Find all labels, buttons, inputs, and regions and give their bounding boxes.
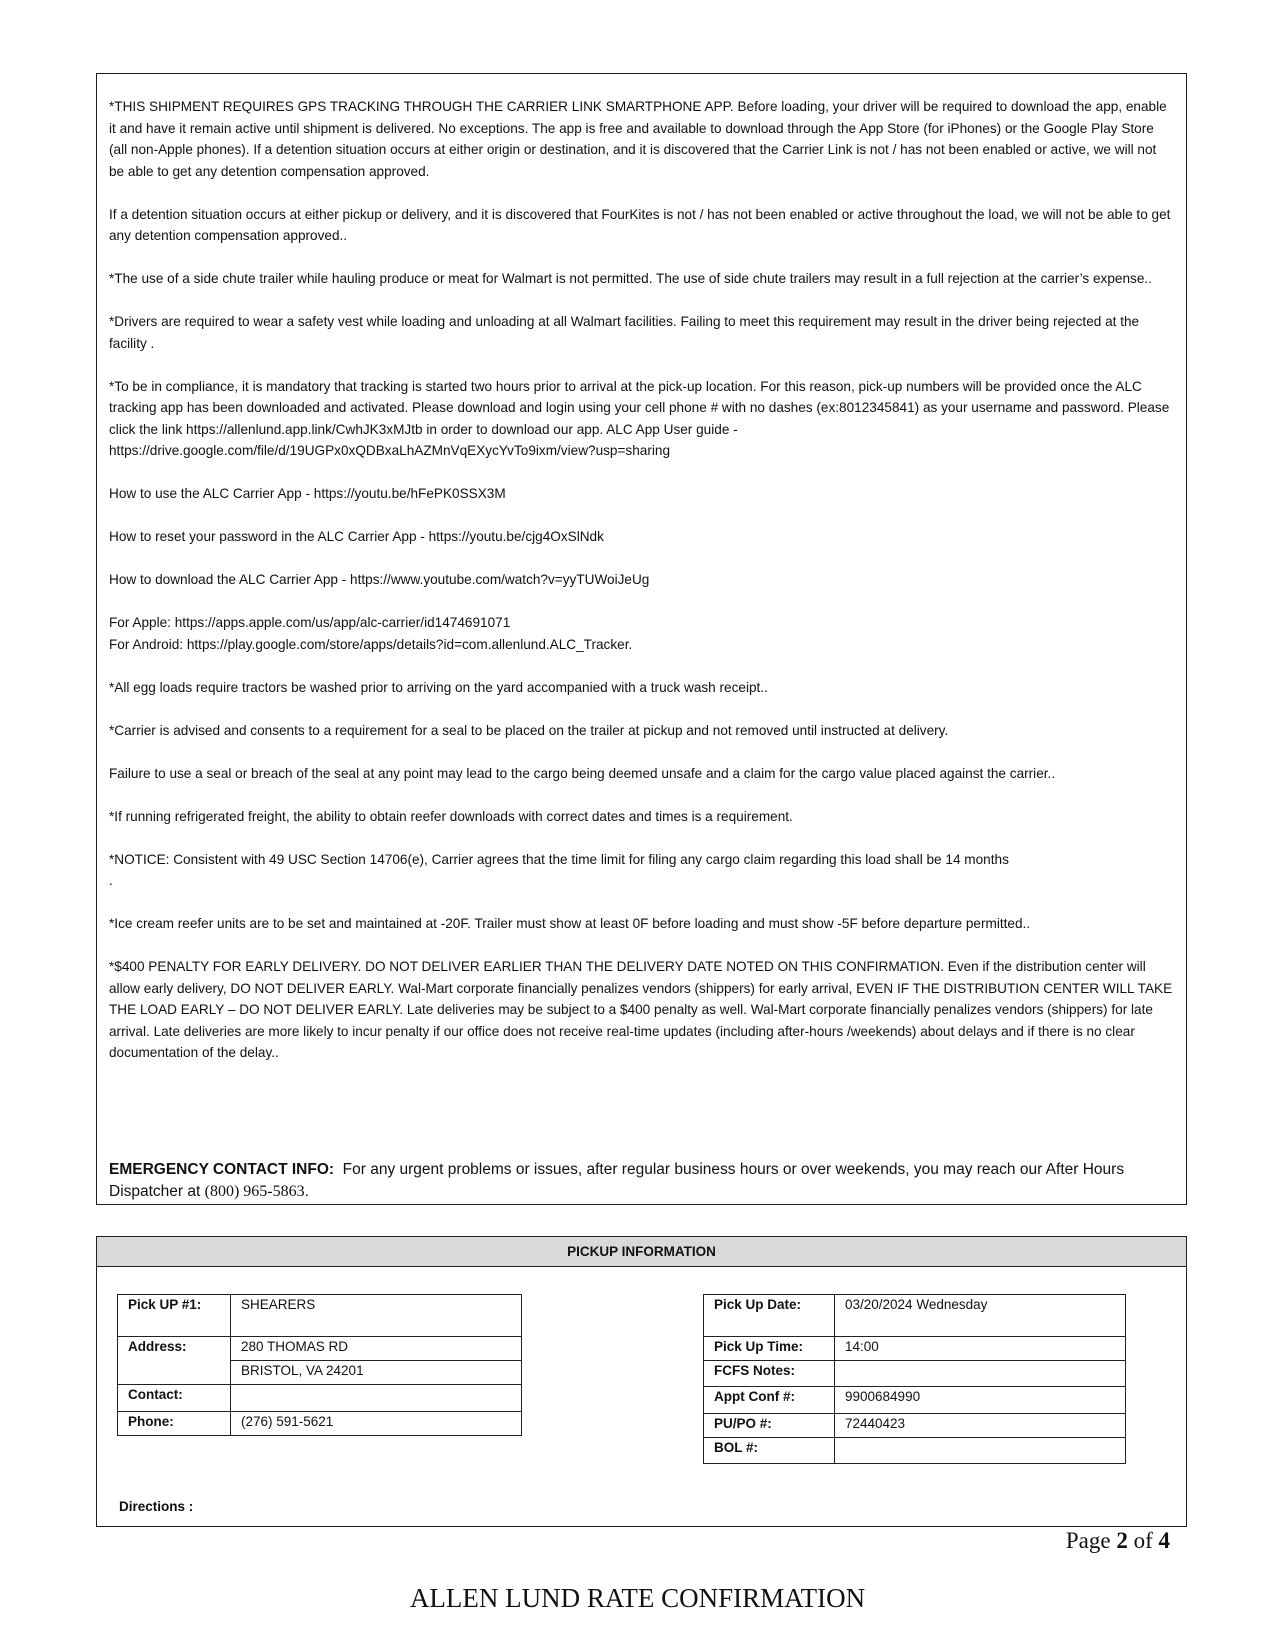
page-number bbox=[1066, 1528, 1170, 1554]
pickup-date-value: 03/20/2024 Wednesday bbox=[835, 1295, 1126, 1337]
table-row bbox=[704, 1438, 1126, 1464]
emergency-end: . bbox=[304, 1183, 309, 1200]
table-row bbox=[118, 1385, 522, 1412]
po-value: 72440423 bbox=[835, 1414, 1126, 1438]
term-seal-breach: Failure to use a seal or breach of the seal at any point may lead to the cargo being deemed unsafe and a claim for the cargo value placed against the carrier.. bbox=[109, 765, 1056, 781]
table-row bbox=[704, 1414, 1126, 1438]
term-download-app: How to download the ALC Carrier App - https://www.youtube.com/watch?v=yyTUWoiJeUg bbox=[109, 572, 650, 587]
address-label-blank bbox=[118, 1361, 231, 1385]
table-row bbox=[118, 1295, 522, 1337]
term-side-chute: *The use of a side chute trailer while hauling produce or meat for Walmart is not permitted. The use of side chute trailers may result in a full rejection at the carrier’s expense.. bbox=[109, 271, 1152, 286]
pickup-date-label: Pick Up Date: bbox=[704, 1295, 835, 1337]
table-row bbox=[704, 1361, 1126, 1387]
term-fourkites: If a detention situation occurs at either pickup or delivery, and it is discovered that FourKites is not / has not been enabled or active throughout the load, we will not be able to get any detention compensation approved.. bbox=[109, 206, 1171, 243]
appt-conf-value: 9900684990 bbox=[835, 1387, 1126, 1414]
address-line2: BRISTOL, VA 24201 bbox=[231, 1361, 522, 1385]
po-label: PU/PO #: bbox=[704, 1414, 835, 1438]
terms-list bbox=[97, 74, 1186, 1064]
pickup-label: Pick UP #1: bbox=[118, 1295, 231, 1337]
bol-label: BOL #: bbox=[704, 1438, 835, 1464]
page-prefix: Page bbox=[1065, 1528, 1117, 1553]
page-total: 4 bbox=[1158, 1528, 1170, 1553]
term-ice-cream: *Ice cream reefer units are to be set and maintained at -20F. Trailer must show at least 0F before loading and must show -5F before departure permitted.. bbox=[109, 916, 1031, 931]
pickup-time-value: 14:00 bbox=[835, 1337, 1126, 1361]
emergency-phone: (800) 965-5863 bbox=[204, 1183, 305, 1200]
document-title: ALLEN LUND RATE CONFIRMATION bbox=[409, 1583, 866, 1613]
bol-value bbox=[835, 1438, 1126, 1464]
term-cargo-claim: *NOTICE: Consistent with 49 USC Section 14706(e), Carrier agrees that the time limit for filing any cargo claim regarding this load shall be 14 months . bbox=[109, 851, 1009, 888]
term-app-links: For Apple: https://apps.apple.com/us/app/alc-carrier/id1474691071 For Android: https://play.google.com/store/apps/details?id=com.allenlund.ALC_Tracker. bbox=[109, 615, 633, 652]
table-row bbox=[704, 1337, 1126, 1361]
directions-label: Directions : bbox=[119, 1499, 194, 1514]
term-reefer-downloads: *If running refrigerated freight, the ability to obtain reefer downloads with correct dates and times is a requirement. bbox=[109, 808, 793, 824]
contact-label: Contact: bbox=[118, 1385, 231, 1412]
pickup-header: PICKUP INFORMATION bbox=[97, 1237, 1186, 1267]
term-safety-vest: *Drivers are required to wear a safety vest while loading and unloading at all Walmart facilities. Failing to meet this requirement may result in the driver being rejected at the facility . bbox=[109, 314, 1140, 351]
phone-value: (276) 591-5621 bbox=[231, 1412, 522, 1436]
table-row bbox=[118, 1337, 522, 1361]
term-early-delivery: *$400 PENALTY FOR EARLY DELIVERY. DO NOT DELIVER EARLIER THAN THE DELIVERY DATE NOTED ON THIS CONFIRMATION. Even if the distribution center will allow early delivery, DO NOT DELIVER EARLY. Wal-Mart corporate financially penalizes vendors (shippers) for early arrival, EVEN IF THE DISTRIBUTION CENTER WILL TAKE THE LOAD EARLY – DO NOT DELIVER EARLY. Late deliveries may be subject to a $400 penalty as well. Wal-Mart corporate financially penalizes vendors (shippers) for late arrival. Late deliveries are more likely to incur penalty if our office does not receive real-time updates (including after-hours /weekends) about delays and if there is no clear documentation of the delay.. bbox=[109, 959, 1173, 1060]
term-reset-password: How to reset your password in the ALC Carrier App - https://youtu.be/cjg4OxSlNdk bbox=[109, 529, 604, 544]
term-how-to-use: How to use the ALC Carrier App - https://youtu.be/hFePK0SSX3M bbox=[109, 486, 506, 501]
emergency-contact bbox=[109, 1159, 1166, 1203]
contact-value bbox=[231, 1385, 522, 1412]
table-row bbox=[704, 1387, 1126, 1414]
table-row bbox=[118, 1361, 522, 1385]
page-of: of bbox=[1127, 1528, 1159, 1553]
pickup-right-table bbox=[703, 1294, 1126, 1464]
table-row bbox=[118, 1412, 522, 1436]
pickup-value: SHEARERS bbox=[231, 1295, 522, 1337]
emergency-label: EMERGENCY CONTACT INFO: bbox=[109, 1161, 335, 1178]
term-egg-loads: *All egg loads require tractors be washed prior to arriving on the yard accompanied with a truck wash receipt.. bbox=[109, 679, 768, 695]
term-gps-tracking: *THIS SHIPMENT REQUIRES GPS TRACKING THROUGH THE CARRIER LINK SMARTPHONE APP. Before loading, your driver will be required to download the app, enable it and have it remain active until shipment is delivered. No exceptions. The app is free and available to download through the App Store (for iPhones) or the Google Play Store (all non-Apple phones). If a detention situation occurs at either origin or destination, and it is discovered that the Carrier Link is not / has not been enabled or active, we will not be able to get any detention compensation approved. bbox=[109, 99, 1167, 179]
appt-conf-label: Appt Conf #: bbox=[704, 1387, 835, 1414]
pickup-time-label: Pick Up Time: bbox=[704, 1337, 835, 1361]
address-label: Address: bbox=[118, 1337, 231, 1361]
phone-label: Phone: bbox=[118, 1412, 231, 1436]
emergency-text: For any urgent problems or issues, after regular business hours or over weekends, you may reach our After Hours Dispatcher at bbox=[109, 1161, 1125, 1200]
fcfs-label: FCFS Notes: bbox=[704, 1361, 835, 1387]
fcfs-value bbox=[835, 1361, 1126, 1387]
pickup-section bbox=[96, 1236, 1187, 1527]
term-tracking-compliance: *To be in compliance, it is mandatory that tracking is started two hours prior to arrival at the pick-up location. For this reason, pick-up numbers will be provided once the ALC tracking app has been downloaded and activated. Please download and login using your cell phone # with no dashes (ex:8012345841) as your username and password. Please click the link https://allenlund.app.link/CwhJK3xMJtb in order to download our app. ALC App User guide - https://drive.google.com/file/d/19UGPx0xQDBxaLhAZMnVqEXycYvTo9ixm/view?usp=sharing bbox=[109, 378, 1170, 458]
page-current: 2 bbox=[1116, 1528, 1128, 1553]
pickup-left-table bbox=[117, 1294, 522, 1436]
term-seal: *Carrier is advised and consents to a requirement for a seal to be placed on the trailer at pickup and not removed until instructed at delivery. bbox=[109, 722, 949, 738]
address-line1: 280 THOMAS RD bbox=[231, 1337, 522, 1361]
table-row bbox=[704, 1295, 1126, 1337]
terms-section bbox=[96, 73, 1187, 1205]
